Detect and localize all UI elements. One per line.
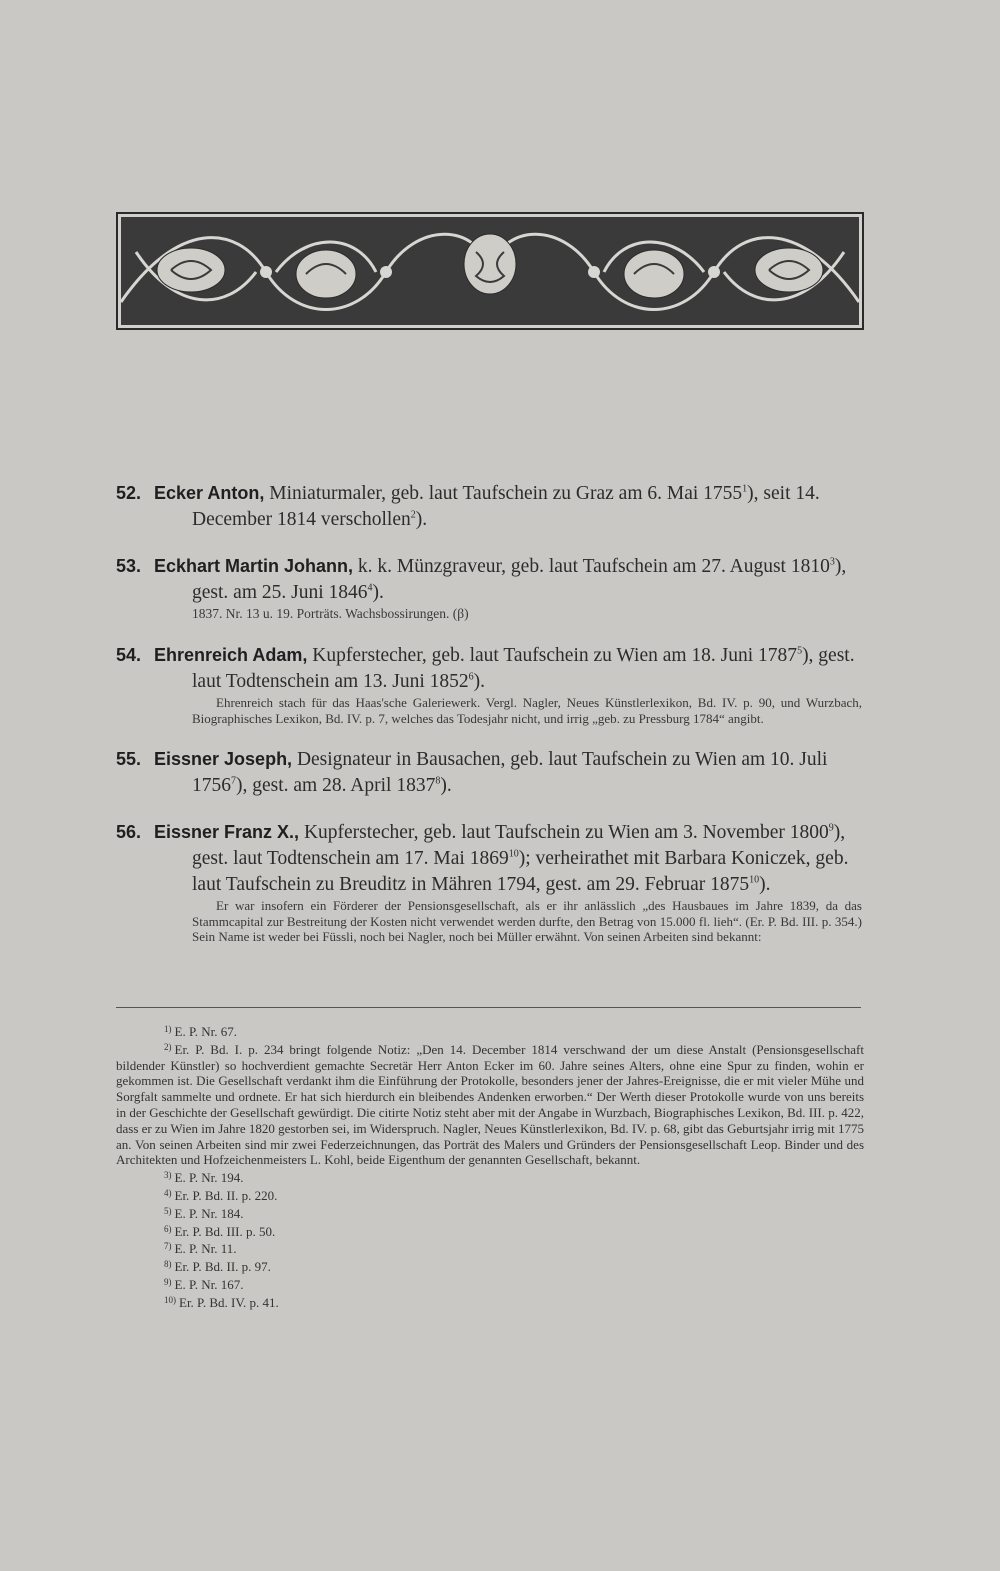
footnote-ref: 3 [829,556,835,568]
footnote-7: $^{7)}$ E. P. Nr. 11. [164,1241,237,1257]
footnote-ref: 1 [742,483,748,495]
footnote-ref: 2 [410,509,416,521]
footnote-ref: 9 [828,822,834,834]
footnote-ref: 6 [468,671,474,683]
ornament-headpiece-icon [116,212,864,330]
entry-heading: 55. Eissner Joseph, Designateur in Bausachen, geb. laut Taufschein zu Wien am 10. Juli 1756$^7$), gest. am 28. April 1837$^8$). [116,746,862,799]
entry-number: 56. [116,822,142,842]
entry-name: Ehrenreich Adam, [154,645,308,665]
entry-name: Ecker Anton, [154,483,265,503]
entry-heading: 54. Ehrenreich Adam, Kupferstecher, geb. laut Taufschein zu Wien am 18. Juni 1787$^5$), gest. laut Todtenschein am 13. Juni 1852$^6$). [116,642,862,695]
footnote-divider [116,1007,861,1008]
entry-number: 54. [116,645,142,665]
footnote-8: $^{8)}$ Er. P. Bd. II. p. 97. [164,1259,271,1275]
entry-subline: 1837. Nr. 13 u. 19. Porträts. Wachsbossirungen. (β) [192,606,469,621]
entry-number: 53. [116,556,142,576]
footnotes [116,1022,864,1311]
entry-52 [116,480,862,533]
footnote-6: $^{6)}$ Er. P. Bd. III. p. 50. [164,1223,276,1239]
footnote-ref: 10 [508,848,519,860]
entry-name: Eissner Joseph, [154,749,293,769]
entry-name: Eckhart Martin Johann, [154,556,354,576]
footnote-ref: 5 [797,645,803,657]
entry-number: 55. [116,749,142,769]
footnote-ref: 4 [367,582,373,594]
footnote-1: $^{1)}$ E. P. Nr. 67. [164,1024,237,1039]
entry-heading: 53. Eckhart Martin Johann, k. k. Münzgraveur, geb. laut Taufschein am 27. August 1810$^3$), gest. am 25. Juni 1846$^4$). [116,553,862,606]
footnote-4: $^{4)}$ Er. P. Bd. II. p. 220. [164,1187,278,1203]
entry-56 [116,819,862,945]
entry-heading: 56. Eissner Franz X., Kupferstecher, geb. laut Taufschein zu Wien am 3. November 1800$^9$), gest. laut Todtenschein am 17. Mai 1869$^{10}$); verheirathet mit Barbara Koniczek, geb. laut Taufschein zu Breuditz in Mähren 1794, gest. am 29. Februar 1875$^{10}$). [116,819,862,898]
entry-list [116,480,862,965]
footnote-ref: 10 [749,874,760,886]
footnote-9: $^{9)}$ E. P. Nr. 167. [164,1276,244,1292]
entry-53 [116,553,862,622]
entry-note: Er war insofern ein Förderer der Pensionsgesellschaft, als er ihr anlässlich „des Hausbaues im Jahre 1839, da das Stammcapital zur Bestreitung der Kosten nicht verwendet werden durfte, den Betrag von 15.000 fl. lieh“. (Er. P. Bd. III. p. 354.) Sein Name ist weder bei Füssli, noch bei Nagler, noch bei Müller erwähnt. Von seinen Arbeiten sind bekannt: [192,898,862,944]
footnote-ref: 8 [435,775,441,787]
entry-number: 52. [116,483,142,503]
entry-note: Ehrenreich stach für das Haas'sche Galeriewerk. Vergl. Nagler, Neues Künstlerlexikon, Bd. IV. p. 90, und Wurzbach, Biographisches Lexikon, Bd. IV. p. 7, welches das Todesjahr nicht, und irrig „geb. zu Pressburg 1784“ angibt. [192,695,862,726]
entry-name: Eissner Franz X., [154,822,300,842]
entry-55 [116,746,862,799]
footnote-5: $^{5)}$ E. P. Nr. 184. [164,1205,244,1221]
footnote-10: $^{10)}$ Er. P. Bd. IV. p. 41. [164,1294,279,1310]
entry-54 [116,642,862,726]
entry-heading: 52. Ecker Anton, Miniaturmaler, geb. laut Taufschein zu Graz am 6. Mai 1755$^1$), seit 14. December 1814 verschollen$^2$). [116,480,862,533]
footnote-ref: 7 [231,775,236,787]
footnote-3: $^{3)}$ E. P. Nr. 194. [164,1170,244,1186]
footnote-2: $^{2)}$ Er. P. Bd. I. p. 234 bringt folgende Notiz: „Den 14. December 1814 verschwand der um diese Anstalt (Pensionsgesellschaft bildender Künstler) so hochverdient gemachte Secretär Herr Anton Ecker im 60. Jahre seines Alters, ohne eine Spur zu finden, wohin er gekommen ist. Die Gesellschaft verdankt ihm die Einführung der Protokolle, besonders jener der Jahres-Ereignisse, die er mit vieler Mühe und Sorgfalt sammelte und ordnete. Er hat sich hierdurch ein bleibendes Andenken erworben.“ Der Werth dieser Protokolle wurde von uns bereits in der Geschichte der Gesellschaft gewürdigt. Die citirte Notiz steht aber mit der Angabe in Wurzbach, Biographisches Lexikon, Bd. III. p. 422, dass er zu Wien im Jahre 1820 gestorben sei, im Widerspruch. Nagler, Neues Künstlerlexikon, Bd. IV. p. 68, gibt das Geburtsjahr irrig mit 1775 an. Von seinen Arbeiten sind mir zwei Federzeichnungen, das Porträt des Malers und Gründers der Pensionsgesellschaft Leop. Binder und des Architekten und Hofzeichenmeisters L. Kohl, beide Eigenthum der genannten Gesellschaft, bekannt. [116,1041,864,1168]
